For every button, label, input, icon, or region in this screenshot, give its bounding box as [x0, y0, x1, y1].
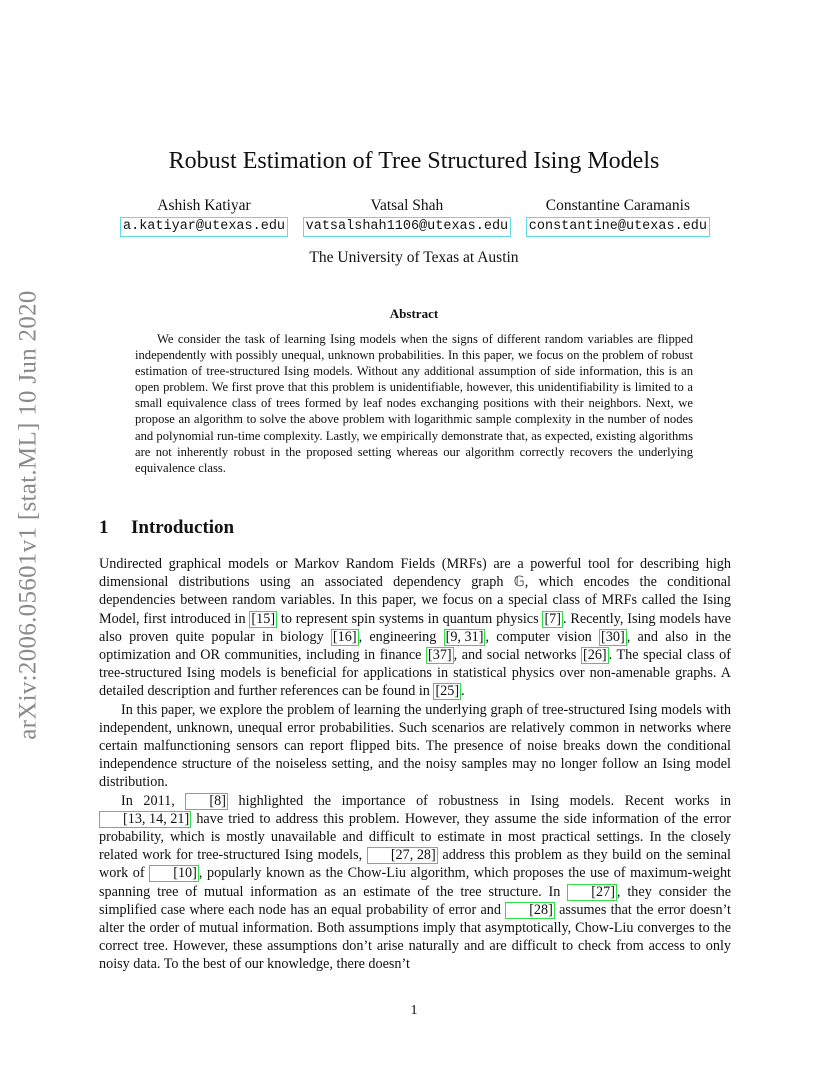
text-run: , computer vision [485, 628, 600, 645]
text-run: , and also in the optimization and OR communities, including in finance [99, 628, 731, 664]
abstract-text: We consider the task of learning Ising models when the signs of different random variables are flipped independently with possibly unequal, unknown probabilities. In this paper, we focus on the problem of robust estimation of tree-structured Ising models. Without any additional assumption of side information, this is an open problem. We first prove that this problem is unidentifiable, however, this unidentifiability is limited to a small equivalence class of trees formed by leaf nodes exchanging positions with their neighbors. Next, we propose an algorithm to solve the above problem with logarithmic sample complexity in the number of nodes and polynomial run-time complexity. Lastly, we empirically demonstrate that, as expected, existing algorithms are not inherently robust in the proposed setting whereas our algorithm correctly recovers the underlying equivalence class. [135, 332, 693, 475]
text-run: have tried to address this problem. However, they assume the side information of the error probability, which is mostly unavailable and difficult to estimate in most practical settings. In the closely related work for tree-structured Ising models, [99, 810, 731, 864]
citation-link[interactable]: [30] [601, 628, 625, 645]
text-run: address this problem as they build on the seminal work of [99, 847, 731, 882]
paper-title: Robust Estimation of Tree Structured Ising Models [168, 148, 660, 174]
text-run: In 2011, [121, 792, 186, 809]
section-title: Introduction [131, 517, 235, 538]
citation-link[interactable]: [26] [583, 647, 607, 664]
paragraph-2: In this paper, we explore the problem of learning the underlying graph of tree-structured Ising models with independent, unknown, unequal error probabilities. Such scenarios are relatively common in networks where certain malfunctioning sensors can report flipped bits. The presence of noise breaks down the conditional independence structure of the noiseless setting, and the noisy samples may no longer follow an Ising model distribution. [99, 701, 731, 791]
citation-link[interactable]: [9, 31] [445, 628, 484, 645]
author-1 [120, 196, 288, 237]
text-run: , and social networks [453, 647, 581, 664]
citation-link[interactable]: [8] [185, 793, 228, 810]
text-run: assumes that the error doesn’t alter the order of mutual information. Both assumptions imply that asymptotically, Chow-Liu converges to the correct tree. However, these assumptions don’t arise naturally and are difficult to check from access to only noisy data. To the best of our knowledge, there doesn’t [99, 901, 731, 973]
text-run: . The special class of tree-structured Ising models is beneficial for applications in statistical physics over non-amenable graphs. A detailed description and further references can be found in [99, 647, 731, 700]
author-name: Constantine Caramanis [545, 197, 690, 214]
paragraph-1 [99, 555, 731, 701]
author-email-link[interactable]: constantine@utexas.edu [526, 217, 710, 237]
page-number: 1 [410, 1003, 418, 1018]
author-list [120, 196, 710, 237]
text-run: . [461, 683, 465, 700]
citation-link[interactable]: [28] [505, 902, 555, 919]
citation-link[interactable]: [7] [544, 610, 561, 627]
citation-link[interactable]: [27, 28] [367, 847, 438, 864]
arxiv-id[interactable]: arXiv:2006.05601v1 [stat.ML] 10 Jun 2020 [15, 290, 42, 740]
paragraph-3 [99, 792, 731, 974]
section-body [99, 555, 731, 974]
text-run: , they consider the simplified case where each node has an equal probability of error and [99, 883, 731, 918]
author-2 [303, 196, 512, 237]
text-run: Undirected graphical models or Markov Random Fields (MRFs) are a powerful tool for describing high dimensional distributions using an associated dependency graph 𝔾, which encodes the conditional dependencies between random variables. In this paper, we focus on a special class of MRFs called the Ising Model, first introduced in [99, 556, 731, 627]
text-run: . Recently, Ising models have also proven quite popular in biology [99, 610, 731, 645]
citation-link[interactable]: [15] [251, 610, 276, 627]
text-run: highlighted the importance of robustness in Ising models. Recent works in [227, 792, 731, 809]
citation-link[interactable]: [27] [567, 884, 617, 901]
author-name: Ashish Katiyar [157, 197, 251, 214]
author-3 [526, 196, 710, 237]
citation-link[interactable]: [25] [435, 683, 460, 700]
abstract-heading: Abstract [389, 306, 439, 321]
text-run: to represent spin systems in quantum physics [277, 610, 543, 627]
author-email-link[interactable]: vatsalshah1106@utexas.edu [303, 217, 512, 237]
text-run: , popularly known as the Chow-Liu algorithm, which proposes the use of maximum-weight spanning tree of mutual information as an estimate of the tree structure. In [99, 865, 731, 900]
affiliation: The University of Texas at Austin [309, 249, 519, 266]
citation-link[interactable]: [37] [428, 647, 452, 664]
section-heading [99, 517, 234, 539]
text-run: , engineering [358, 628, 444, 645]
author-name: Vatsal Shah [370, 197, 444, 214]
arxiv-stamp [4, 285, 54, 745]
citation-link[interactable]: [16] [332, 628, 357, 645]
author-email-link[interactable]: a.katiyar@utexas.edu [120, 217, 288, 237]
citation-link[interactable]: [13, 14, 21] [99, 811, 191, 828]
citation-link[interactable]: [10] [149, 865, 199, 882]
section-number: 1 [99, 517, 109, 538]
